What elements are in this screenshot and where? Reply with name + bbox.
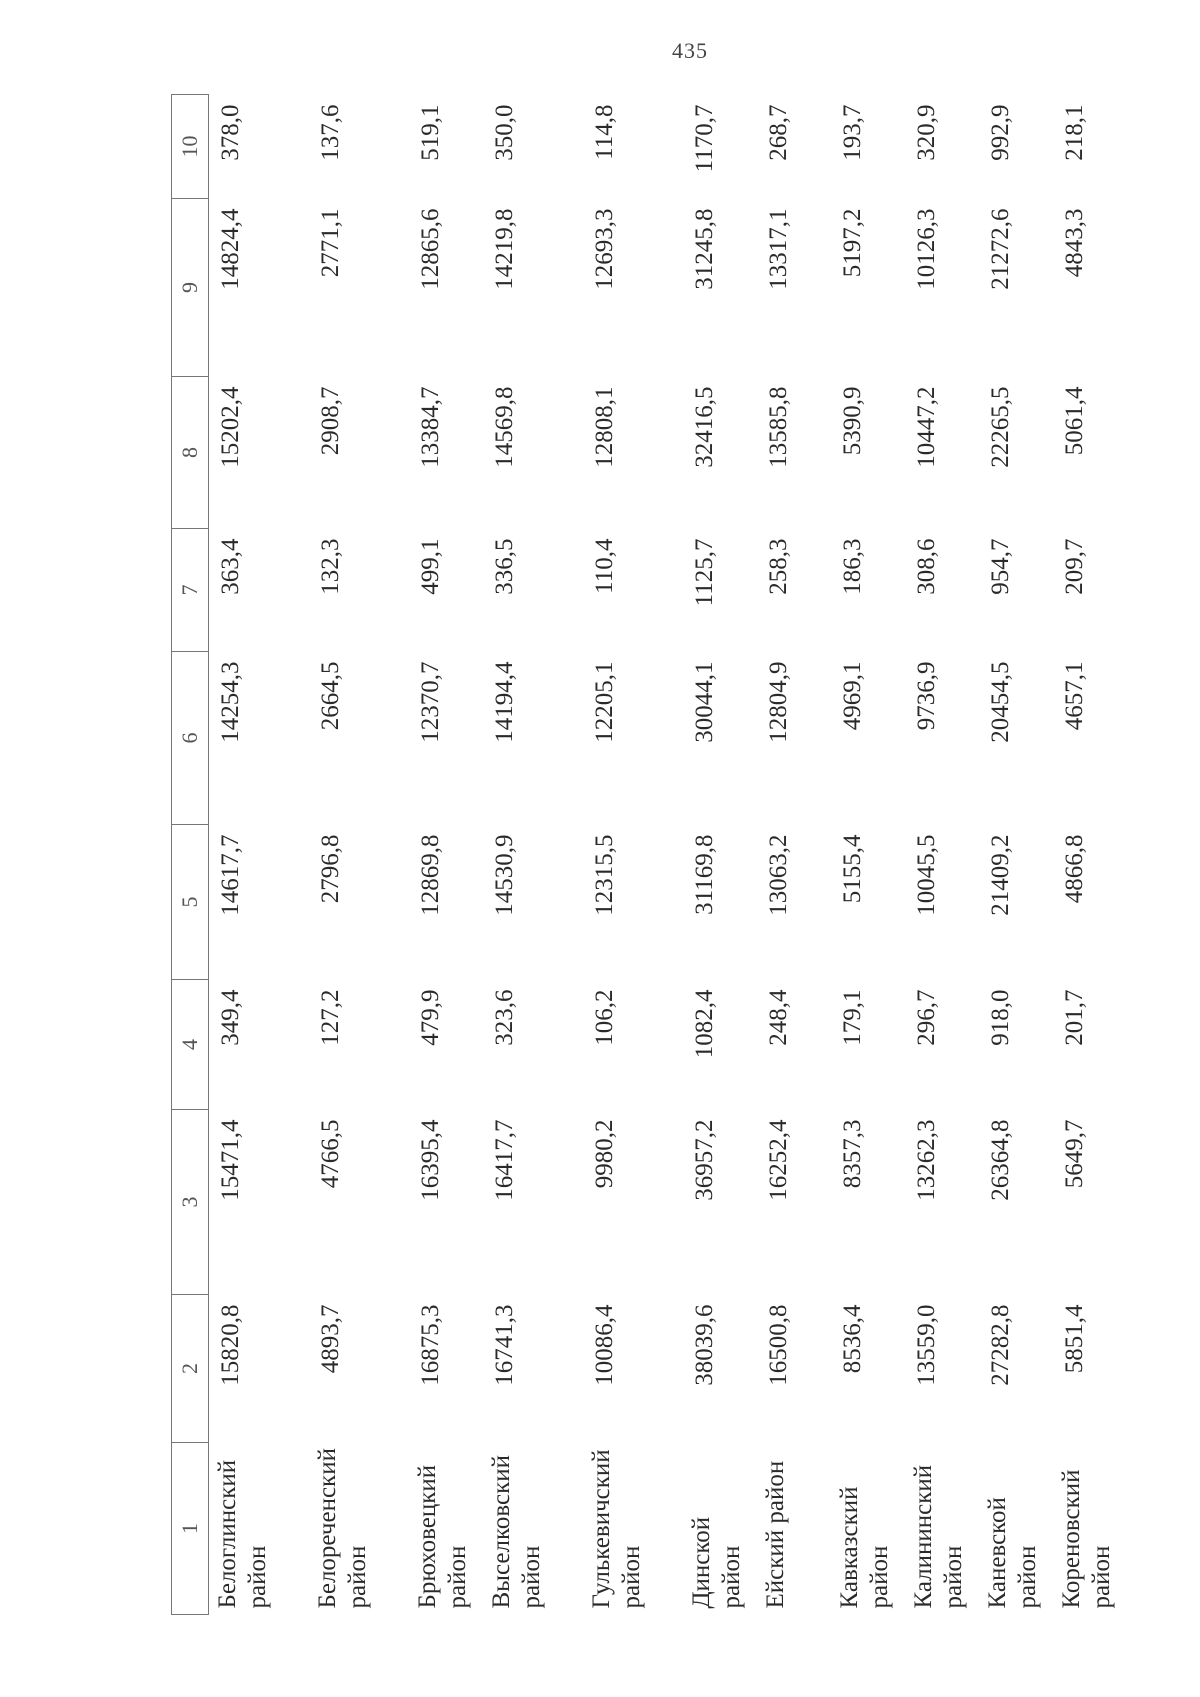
table-row	[757, 95, 831, 1615]
table-cell: 308,6	[913, 538, 940, 595]
table-cell: 2771,1	[317, 208, 344, 278]
table-cell: 114,8	[591, 104, 618, 160]
table-cell: 519,1	[417, 104, 444, 161]
table-cell: 9736,9	[913, 661, 940, 731]
table-cell: 8536,4	[839, 1304, 866, 1374]
table-cell: 1170,7	[691, 104, 718, 173]
table-cell: 323,6	[491, 989, 518, 1046]
table-cell: 12808,1	[591, 386, 618, 468]
table-cell: 12205,1	[591, 661, 618, 743]
table-cell: 16875,3	[417, 1304, 444, 1386]
table-cell: 13063,2	[765, 834, 792, 916]
table-row	[905, 95, 979, 1615]
column-header: 6	[172, 652, 209, 825]
table-row	[309, 95, 409, 1615]
table-cell: 12865,6	[417, 208, 444, 290]
district-name: Каневской район	[984, 1497, 1041, 1609]
table-row	[209, 95, 310, 1615]
table-cell: 16417,7	[491, 1119, 518, 1201]
table-cell: 499,1	[417, 538, 444, 595]
district-name: Ейский район	[762, 1460, 789, 1609]
district-name: Выселковский район	[488, 1455, 545, 1609]
table-cell: 15202,4	[217, 386, 244, 468]
table-cell: 4657,1	[1061, 661, 1088, 731]
table-cell: 132,3	[317, 538, 344, 595]
table-cell: 10086,4	[591, 1304, 618, 1386]
column-header: 3	[172, 1110, 209, 1295]
table-cell: 10126,3	[913, 208, 940, 290]
table-cell: 209,7	[1061, 538, 1088, 595]
table-cell: 4969,1	[839, 661, 866, 731]
table-cell: 5155,4	[839, 834, 866, 904]
table-cell: 363,4	[217, 538, 244, 595]
table-row	[683, 95, 757, 1615]
header-row	[172, 95, 209, 1615]
table-cell: 21409,2	[987, 834, 1014, 916]
table-row	[831, 95, 905, 1615]
table-cell: 110,4	[591, 538, 618, 594]
table-cell: 127,2	[317, 989, 344, 1046]
district-name: Калининский район	[910, 1464, 967, 1609]
table-cell: 4843,3	[1061, 208, 1088, 278]
table-cell: 5197,2	[839, 208, 866, 278]
table-cell: 12869,8	[417, 834, 444, 916]
table-cell: 179,1	[839, 989, 866, 1046]
column-header: 1	[172, 1443, 209, 1615]
table-cell: 349,4	[217, 989, 244, 1046]
table-cell: 31169,8	[691, 834, 718, 915]
district-name: Белореченский район	[314, 1448, 371, 1609]
table-row	[483, 95, 583, 1615]
table-cell: 12804,9	[765, 661, 792, 743]
table-cell: 10447,2	[913, 386, 940, 468]
table-cell: 10045,5	[913, 834, 940, 916]
table-cell: 9980,2	[591, 1119, 618, 1189]
district-name: Белоглинский район	[214, 1459, 271, 1609]
table-cell: 14219,8	[491, 208, 518, 290]
table-cell: 258,3	[765, 538, 792, 595]
table-cell: 5649,7	[1061, 1119, 1088, 1189]
table-cell: 137,6	[317, 104, 344, 161]
district-name: Динской район	[688, 1516, 745, 1609]
page-number: 435	[672, 38, 708, 63]
table-row	[1053, 95, 1127, 1615]
table-cell: 4893,7	[317, 1304, 344, 1374]
column-header: 2	[172, 1295, 209, 1443]
table-cell: 36957,2	[691, 1119, 718, 1201]
table-cell: 20454,5	[987, 661, 1014, 743]
column-header: 7	[172, 529, 209, 652]
table-cell: 106,2	[591, 989, 618, 1046]
district-name: Кавказский район	[836, 1486, 893, 1609]
table-cell: 13317,1	[765, 208, 792, 290]
table-row	[409, 95, 483, 1615]
table-cell: 15471,4	[217, 1119, 244, 1201]
table-cell: 12315,5	[591, 834, 618, 916]
table-cell: 16500,8	[765, 1304, 792, 1386]
column-header: 10	[172, 95, 209, 199]
table-cell: 14824,4	[217, 208, 244, 290]
table-cell: 1125,7	[691, 538, 718, 607]
rotated-table-container	[171, 95, 1182, 1615]
table-cell: 2664,5	[317, 661, 344, 731]
table-cell: 268,7	[765, 104, 792, 161]
table-row	[583, 95, 683, 1615]
table-cell: 21272,6	[987, 208, 1014, 290]
table-cell: 13585,8	[765, 386, 792, 468]
table-cell: 193,7	[839, 104, 866, 161]
table-cell: 16395,4	[417, 1119, 444, 1201]
column-header: 4	[172, 980, 209, 1110]
table-cell: 4766,5	[317, 1119, 344, 1189]
table-cell: 16252,4	[765, 1119, 792, 1201]
table-cell: 992,9	[987, 104, 1014, 161]
table-cell: 954,7	[987, 538, 1014, 595]
table-cell: 336,5	[491, 538, 518, 595]
table-cell: 13559,0	[913, 1304, 940, 1386]
district-name: Брюховецкий район	[414, 1464, 471, 1609]
table-cell: 14194,4	[491, 661, 518, 743]
table-cell: 30044,1	[691, 661, 718, 743]
table-cell: 14569,8	[491, 386, 518, 468]
table-row	[979, 95, 1053, 1615]
table-cell: 8357,3	[839, 1119, 866, 1189]
table-cell: 5851,4	[1061, 1304, 1088, 1374]
table-cell: 14617,7	[217, 834, 244, 916]
table-cell: 350,0	[491, 104, 518, 161]
table-cell: 38039,6	[691, 1304, 718, 1386]
table-cell: 218,1	[1061, 104, 1088, 161]
table-cell: 186,3	[839, 538, 866, 595]
table-cell: 378,0	[217, 104, 244, 161]
column-header: 9	[172, 199, 209, 377]
table-cell: 16741,3	[491, 1304, 518, 1386]
statistics-table	[171, 94, 1127, 1615]
table-cell: 918,0	[987, 989, 1014, 1046]
table-cell: 14530,9	[491, 834, 518, 916]
column-header: 8	[172, 377, 209, 529]
table-cell: 248,4	[765, 989, 792, 1046]
district-name: Кореновский район	[1058, 1469, 1115, 1609]
table-cell: 320,9	[913, 104, 940, 161]
table-cell: 5390,9	[839, 386, 866, 456]
table-cell: 201,7	[1061, 989, 1088, 1046]
table-cell: 4866,8	[1061, 834, 1088, 904]
table-cell: 2796,8	[317, 834, 344, 904]
table-cell: 296,7	[913, 989, 940, 1046]
column-header: 5	[172, 825, 209, 980]
district-name: Гулькевичский район	[588, 1449, 645, 1609]
table-cell: 32416,5	[691, 386, 718, 468]
table-cell: 14254,3	[217, 661, 244, 743]
table-cell: 1082,4	[691, 989, 718, 1059]
table-cell: 27282,8	[987, 1304, 1014, 1386]
table-cell: 12370,7	[417, 661, 444, 743]
table-cell: 2908,7	[317, 386, 344, 456]
table-cell: 479,9	[417, 989, 444, 1046]
table-cell: 12693,3	[591, 208, 618, 290]
table-cell: 31245,8	[691, 208, 718, 290]
table-cell: 13262,3	[913, 1119, 940, 1201]
table-cell: 5061,4	[1061, 386, 1088, 456]
table-cell: 15820,8	[217, 1304, 244, 1386]
table-cell: 13384,7	[417, 386, 444, 468]
table-cell: 26364,8	[987, 1119, 1014, 1201]
table-cell: 22265,5	[987, 386, 1014, 468]
